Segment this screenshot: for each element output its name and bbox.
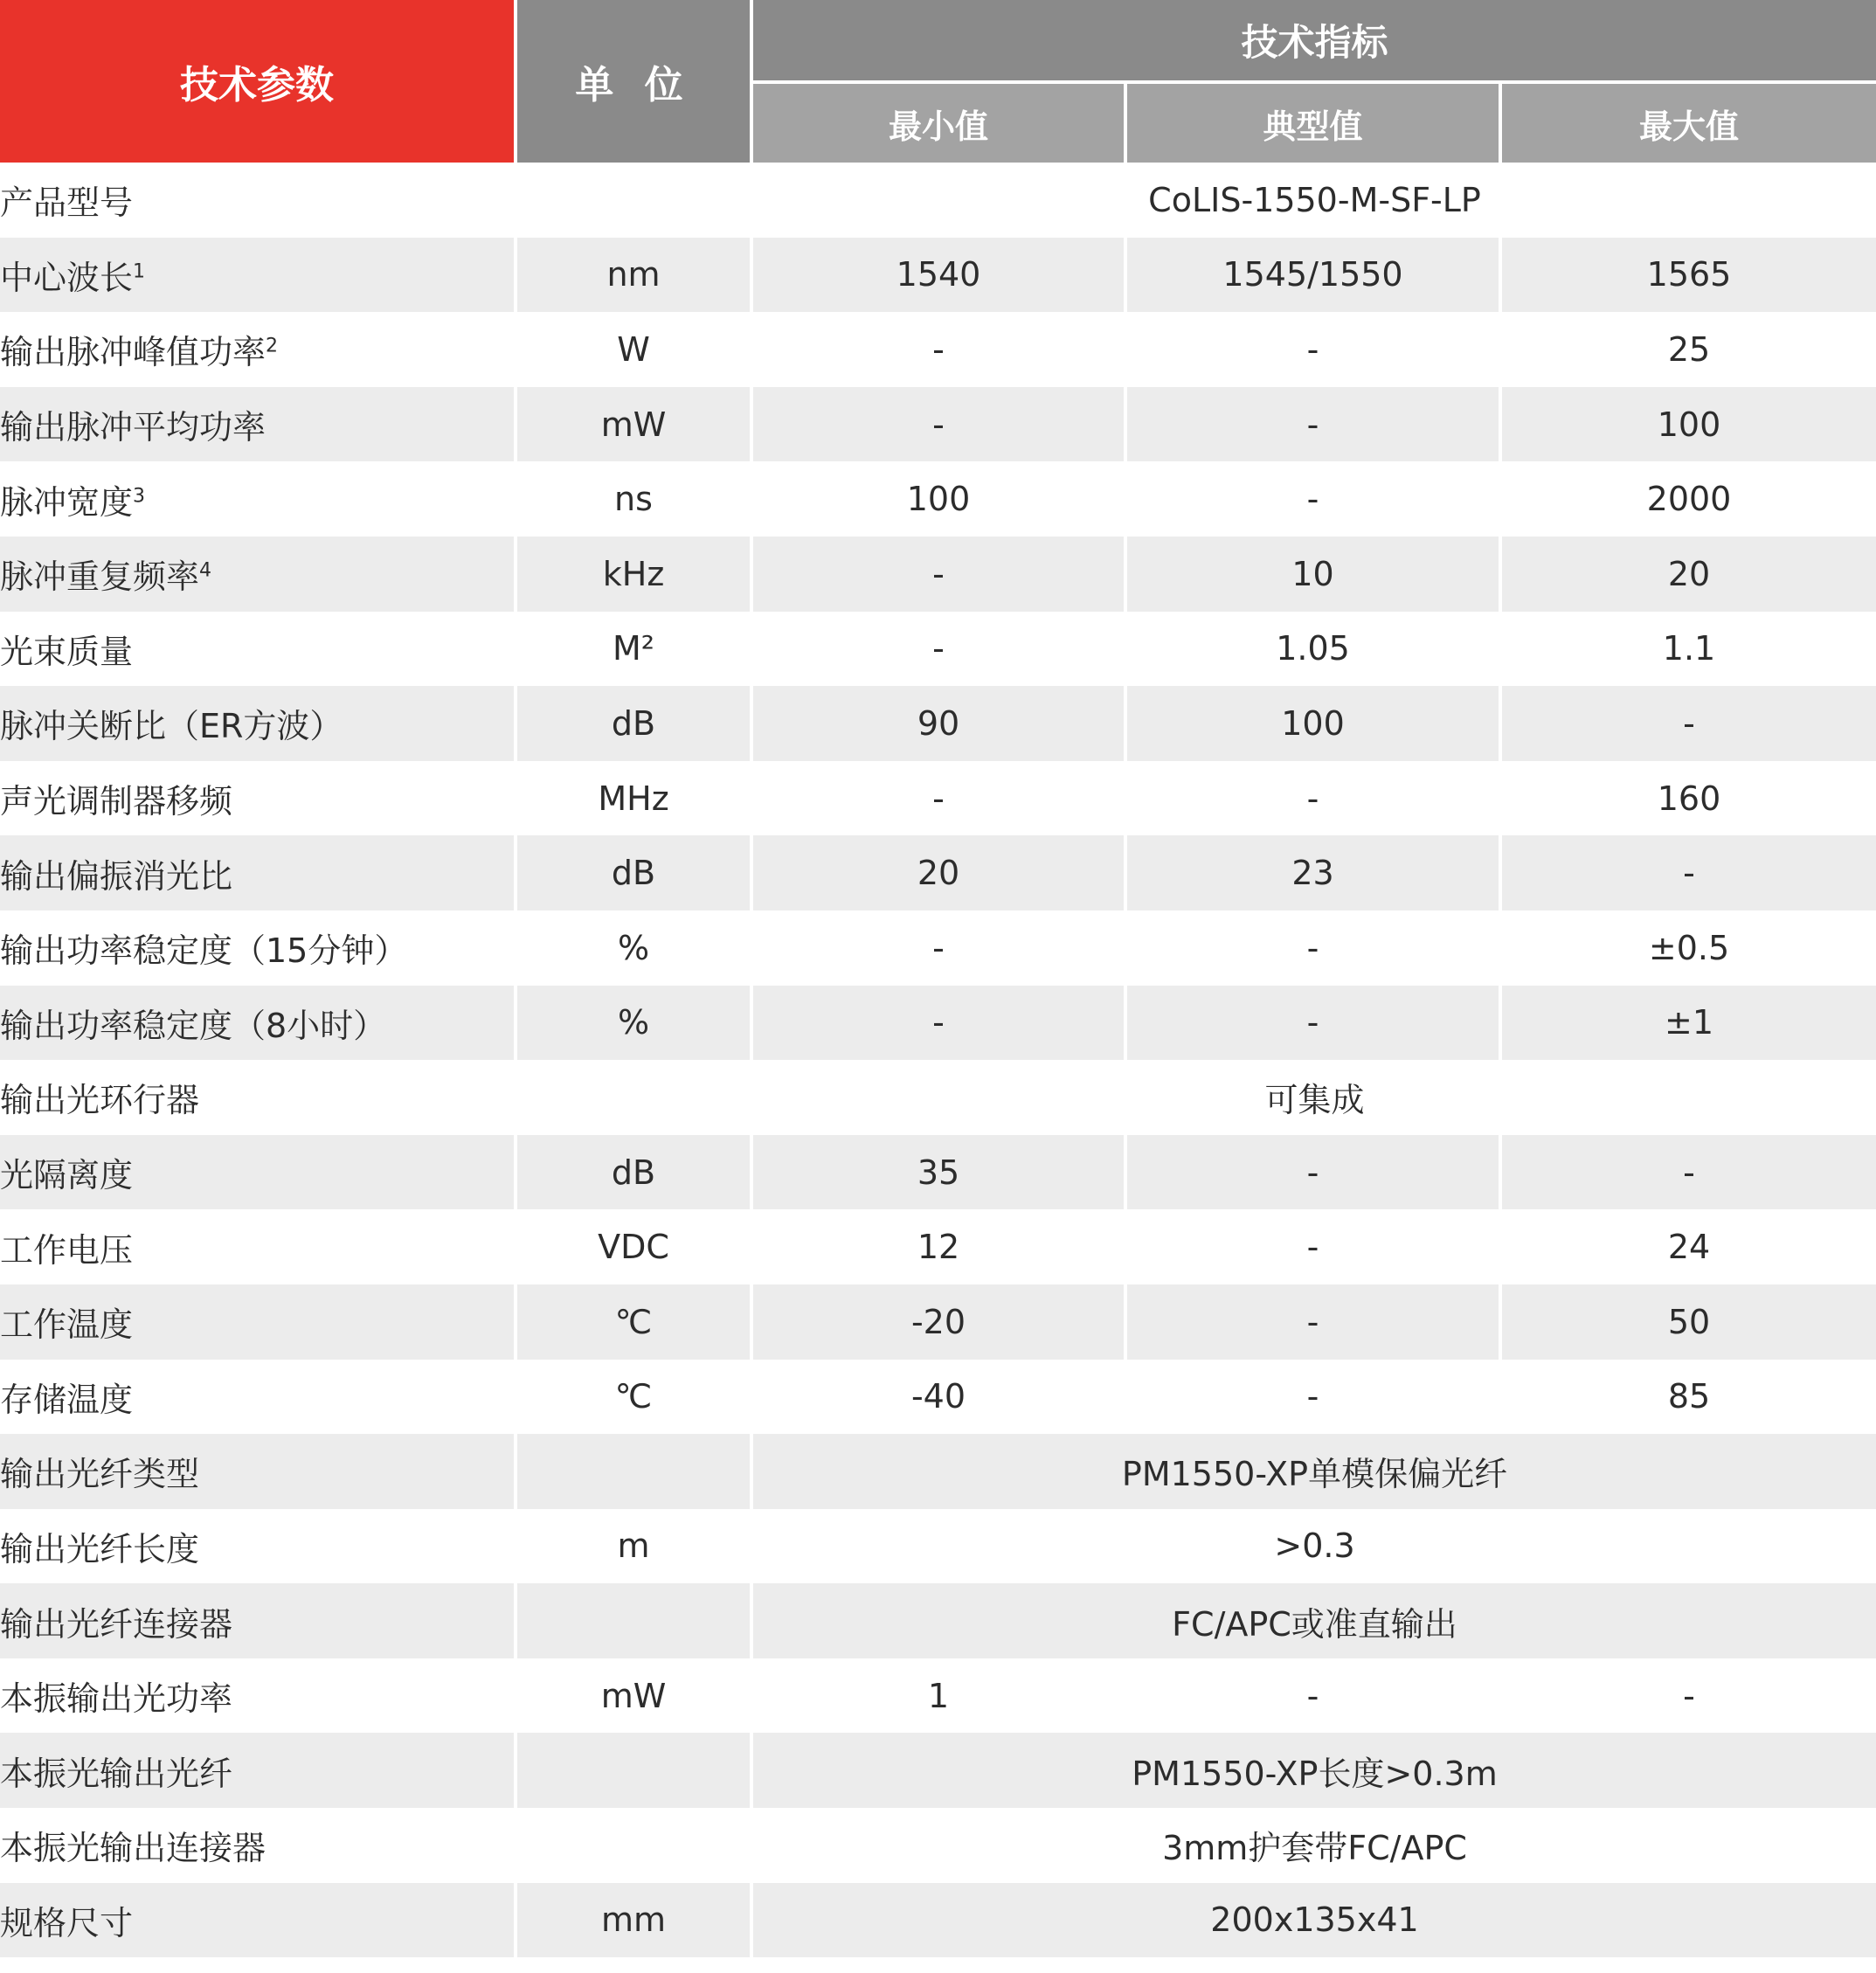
value-max: 160	[1500, 761, 1876, 836]
param-name: 本振输出光功率	[0, 1679, 233, 1719]
param-name: 输出脉冲平均功率	[0, 408, 267, 447]
table-row	[0, 461, 1876, 537]
param-name: 工作温度	[0, 1305, 134, 1345]
param-name: 本振光输出连接器	[0, 1829, 267, 1868]
table-row	[0, 1209, 1876, 1284]
param-name-cell	[0, 537, 516, 612]
unit-cell: VDC	[516, 1209, 751, 1284]
param-name: 本振光输出光纤	[0, 1754, 233, 1793]
value-typ: 1.05	[1125, 612, 1500, 687]
param-name: 输出光纤类型	[0, 1455, 200, 1494]
value-typ: -	[1125, 312, 1500, 387]
value-max: 24	[1500, 1209, 1876, 1284]
table-row	[0, 238, 1876, 313]
table-row	[0, 163, 1876, 238]
unit-cell	[516, 1434, 751, 1509]
value-min: -	[751, 910, 1125, 986]
unit-cell: nm	[516, 238, 751, 313]
unit-cell: %	[516, 910, 751, 986]
unit-cell	[516, 1060, 751, 1135]
param-name-cell	[0, 612, 516, 687]
value-max: 1.1	[1500, 612, 1876, 687]
param-name-cell	[0, 1135, 516, 1210]
param-name-cell	[0, 1060, 516, 1135]
footnote-marker: 4	[199, 559, 212, 582]
value-typ: -	[1125, 1360, 1500, 1435]
spec-value-merged: 200x135x41	[751, 1883, 1876, 1958]
value-typ: -	[1125, 986, 1500, 1061]
value-max: 2000	[1500, 461, 1876, 537]
table-row	[0, 1060, 1876, 1135]
unit-cell: dB	[516, 835, 751, 910]
value-typ: 23	[1125, 835, 1500, 910]
table-row	[0, 986, 1876, 1061]
value-typ: 100	[1125, 686, 1500, 761]
value-max: -	[1500, 1135, 1876, 1210]
param-name-cell	[0, 835, 516, 910]
param-name-cell	[0, 910, 516, 986]
param-name-cell	[0, 1509, 516, 1584]
table-row	[0, 1360, 1876, 1435]
value-min: -	[751, 761, 1125, 836]
param-name: 脉冲关断比（ER方波）	[0, 707, 343, 746]
unit-cell: W	[516, 312, 751, 387]
param-name-cell	[0, 1808, 516, 1883]
value-max: 1565	[1500, 238, 1876, 313]
table-row	[0, 1883, 1876, 1958]
table-row	[0, 1583, 1876, 1658]
param-name: 存储温度	[0, 1380, 134, 1419]
table-row	[0, 612, 1876, 687]
value-max: 50	[1500, 1284, 1876, 1360]
value-min: 20	[751, 835, 1125, 910]
table-row	[0, 387, 1876, 462]
param-name-cell	[0, 1434, 516, 1509]
footnote-marker: 2	[266, 335, 279, 357]
table-row	[0, 761, 1876, 836]
spec-value-merged: 可集成	[751, 1060, 1876, 1135]
unit-cell: mm	[516, 1883, 751, 1958]
header-spec-group: 技术指标	[751, 0, 1876, 82]
table-row	[0, 835, 1876, 910]
unit-cell	[516, 1733, 751, 1808]
header-min: 最小值	[751, 82, 1125, 163]
param-name-cell	[0, 1360, 516, 1435]
param-name: 光隔离度	[0, 1156, 134, 1195]
value-typ: -	[1125, 387, 1500, 462]
param-name: 光束质量	[0, 632, 134, 671]
spec-value-merged: CoLIS-1550-M-SF-LP	[751, 163, 1876, 238]
param-name-cell	[0, 163, 516, 238]
param-name: 输出功率稳定度（15分钟）	[0, 931, 408, 971]
param-name-cell	[0, 1733, 516, 1808]
unit-cell: ns	[516, 461, 751, 537]
value-min: -	[751, 537, 1125, 612]
param-name: 输出功率稳定度（8小时）	[0, 1006, 387, 1045]
param-name-cell	[0, 1284, 516, 1360]
value-max: ±0.5	[1500, 910, 1876, 986]
table-row	[0, 1733, 1876, 1808]
param-name: 中心波长	[0, 258, 134, 297]
value-typ: 10	[1125, 537, 1500, 612]
param-name-cell	[0, 312, 516, 387]
spec-value-merged: PM1550-XP长度>0.3m	[751, 1733, 1876, 1808]
value-max: 20	[1500, 537, 1876, 612]
param-name-cell	[0, 761, 516, 836]
param-name: 声光调制器移频	[0, 782, 233, 821]
param-name-cell	[0, 387, 516, 462]
value-min: 12	[751, 1209, 1125, 1284]
param-name-cell	[0, 986, 516, 1061]
value-min: 1	[751, 1658, 1125, 1734]
header-max: 最大值	[1500, 82, 1876, 163]
value-min: -	[751, 312, 1125, 387]
unit-cell: mW	[516, 1658, 751, 1734]
param-name: 脉冲宽度	[0, 482, 134, 522]
table-row	[0, 1808, 1876, 1883]
value-typ: -	[1125, 1135, 1500, 1210]
param-name-cell	[0, 1658, 516, 1734]
table-row	[0, 537, 1876, 612]
param-name: 产品型号	[0, 183, 134, 223]
param-name: 规格尺寸	[0, 1903, 134, 1942]
table-row	[0, 1509, 1876, 1584]
unit-cell: MHz	[516, 761, 751, 836]
value-max: -	[1500, 835, 1876, 910]
value-max: -	[1500, 1658, 1876, 1734]
header-typ: 典型值	[1125, 82, 1500, 163]
table-row	[0, 1135, 1876, 1210]
value-min: 35	[751, 1135, 1125, 1210]
unit-cell: M²	[516, 612, 751, 687]
param-name: 输出光环行器	[0, 1081, 200, 1120]
param-name: 输出偏振消光比	[0, 856, 233, 896]
unit-cell: %	[516, 986, 751, 1061]
value-typ: -	[1125, 461, 1500, 537]
unit-cell	[516, 1808, 751, 1883]
value-max: -	[1500, 686, 1876, 761]
value-min: -40	[751, 1360, 1125, 1435]
unit-cell: dB	[516, 1135, 751, 1210]
param-name: 输出光纤长度	[0, 1529, 200, 1568]
value-typ: -	[1125, 910, 1500, 986]
param-name-cell	[0, 1583, 516, 1658]
param-name-cell	[0, 1883, 516, 1958]
table-row	[0, 686, 1876, 761]
table-row	[0, 1658, 1876, 1734]
header-param: 技术参数	[0, 0, 516, 163]
param-name: 输出脉冲峰值功率	[0, 333, 267, 372]
table-body	[0, 163, 1876, 1957]
param-name: 工作电压	[0, 1230, 134, 1270]
param-name: 输出光纤连接器	[0, 1604, 233, 1644]
spec-value-merged: 3mm护套带FC/APC	[751, 1808, 1876, 1883]
value-max: 85	[1500, 1360, 1876, 1435]
unit-cell: ℃	[516, 1360, 751, 1435]
value-typ: 1545/1550	[1125, 238, 1500, 313]
footnote-marker: 3	[133, 485, 146, 508]
spec-value-merged: FC/APC或准直输出	[751, 1583, 1876, 1658]
param-name-cell	[0, 1209, 516, 1284]
value-max: 25	[1500, 312, 1876, 387]
value-typ: -	[1125, 1209, 1500, 1284]
value-min: -	[751, 986, 1125, 1061]
value-min: 90	[751, 686, 1125, 761]
value-min: -	[751, 612, 1125, 687]
unit-cell	[516, 163, 751, 238]
param-name: 脉冲重复频率	[0, 557, 200, 597]
unit-cell	[516, 1583, 751, 1658]
unit-cell: m	[516, 1509, 751, 1584]
param-name-cell	[0, 238, 516, 313]
value-max: ±1	[1500, 986, 1876, 1061]
unit-cell: dB	[516, 686, 751, 761]
param-name-cell	[0, 461, 516, 537]
param-name-cell	[0, 686, 516, 761]
table-row	[0, 910, 1876, 986]
value-min: 100	[751, 461, 1125, 537]
unit-cell: mW	[516, 387, 751, 462]
unit-cell: kHz	[516, 537, 751, 612]
spec-value-merged: >0.3	[751, 1509, 1876, 1584]
spec-value-merged: PM1550-XP单模保偏光纤	[751, 1434, 1876, 1509]
value-min: -	[751, 387, 1125, 462]
value-typ: -	[1125, 1284, 1500, 1360]
value-min: 1540	[751, 238, 1125, 313]
table-row	[0, 312, 1876, 387]
table-row	[0, 1434, 1876, 1509]
value-typ: -	[1125, 761, 1500, 836]
value-typ: -	[1125, 1658, 1500, 1734]
value-max: 100	[1500, 387, 1876, 462]
table-header	[0, 0, 1876, 163]
unit-cell: ℃	[516, 1284, 751, 1360]
header-unit: 单 位	[516, 0, 751, 163]
table-row	[0, 1284, 1876, 1360]
footnote-marker: 1	[133, 260, 146, 283]
value-min: -20	[751, 1284, 1125, 1360]
